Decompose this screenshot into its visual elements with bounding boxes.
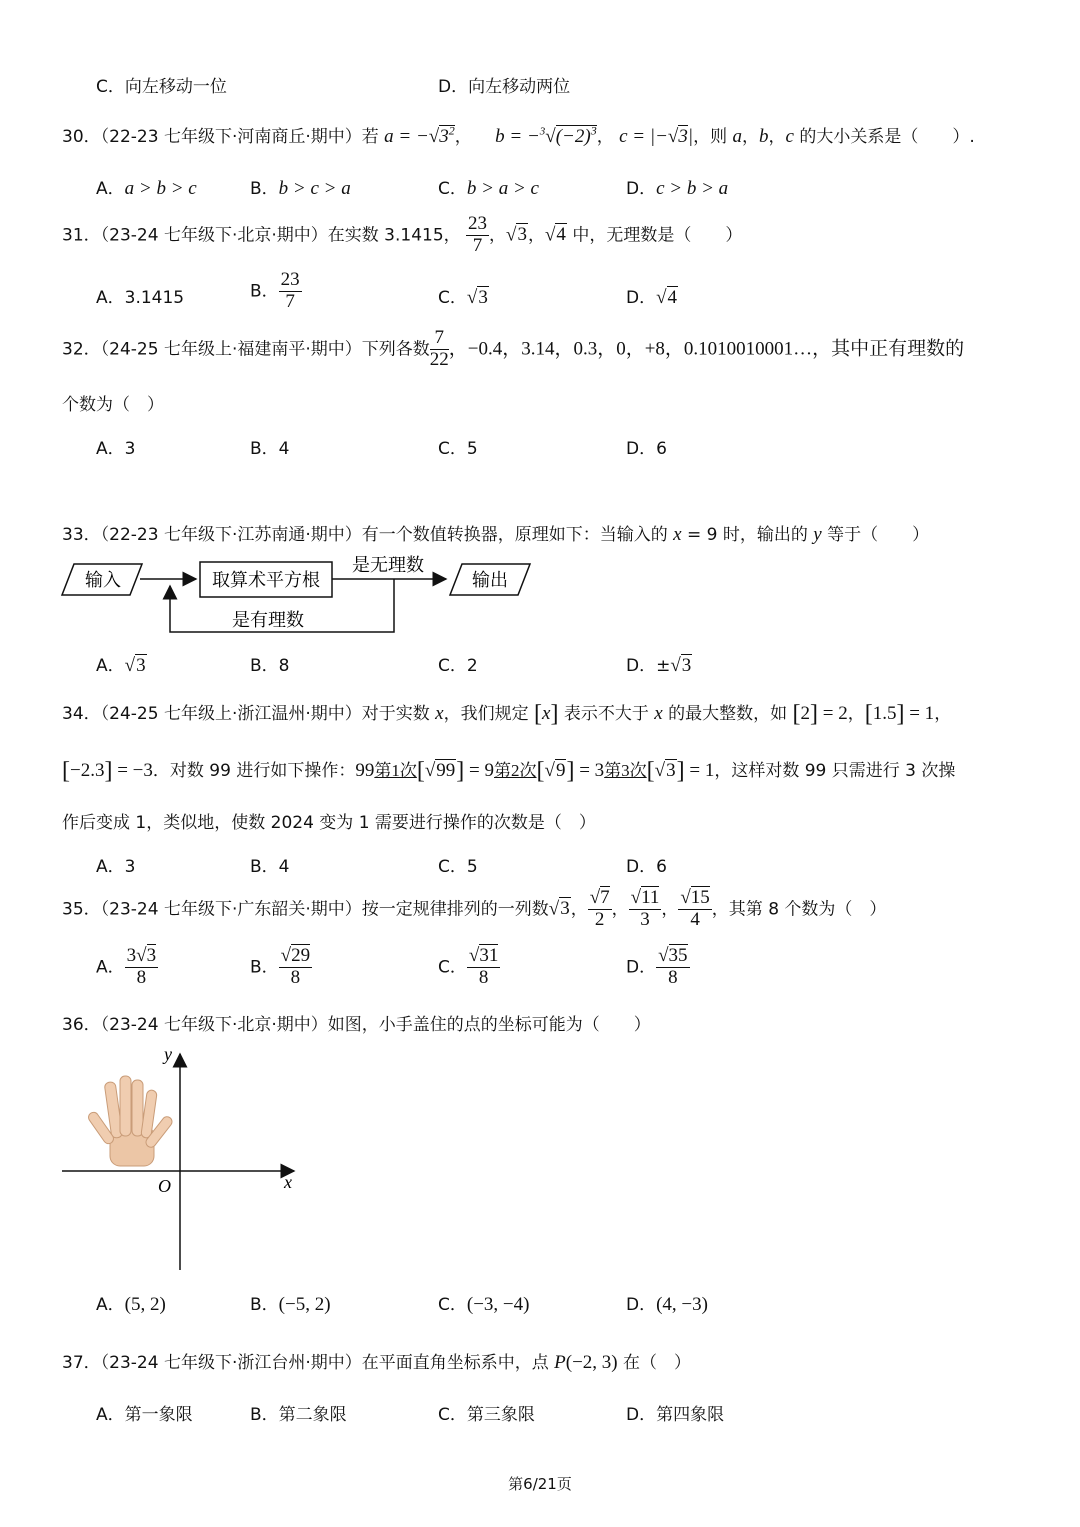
flow-rational-label: 是有理数 — [232, 610, 304, 630]
q35-seq-3: $\frac{√11}{3}$ — [630, 887, 660, 930]
q33-option-c: C．2 — [438, 656, 478, 676]
q36-stem — [62, 1010, 651, 1035]
q37-option-d: D．第四象限 — [626, 1405, 725, 1425]
q32-stem — [62, 328, 964, 371]
q33-option-a: A．√3 — [96, 655, 146, 676]
y-axis-label: y — [164, 1044, 172, 1064]
q37-option-b: B．第二象限 — [250, 1405, 347, 1425]
q37-stem: 37．（23-24 七年级下·浙江台州·期中）在平面直角坐标系中，点 P(−2, 3) 在（ ） — [62, 1352, 692, 1373]
q33-option-d: D．±√3 — [626, 655, 692, 676]
q36-number: 36． — [62, 1015, 101, 1035]
flow-process-label: 取算术平方根 — [212, 570, 320, 590]
q36-coordinate-figure — [60, 1044, 310, 1276]
q33-number: 33． — [62, 525, 101, 545]
q31-option-a: A．3.1415 — [96, 288, 185, 308]
q36-option-d: D．(4, −3) — [626, 1294, 708, 1315]
q30-option-a: A．a > b > c — [96, 178, 197, 199]
q35-option-c: C． $\frac{√31}{8}$ — [438, 945, 499, 988]
q35-seq-4: $\frac{√15}{4}$ — [680, 887, 710, 930]
q34-stem-line2: [−2.3] = −3．对数 99 进行如下操作：99第1次[√99] = 9第2次[√9] = 3第3次[√3] = 1，这样对数 99 只需进行 3 次操 — [62, 758, 956, 784]
q29-option-d: D．向左移动两位 — [438, 77, 571, 97]
q32-option-d: D．6 — [626, 439, 667, 459]
q30-a-expression: $a = -√3^2$ — [384, 123, 455, 147]
q32-source: （24-25 七年级上·福建南平·期中）下列各数 — [100, 339, 430, 360]
q30-stem: 30．（22-23 七年级下·河南商丘·期中）若 $a = -√3^2$， $b = -^3√(-2)^3$， c = |−√3|，则 a，b，c 的大小关系是（ ）. — [62, 123, 975, 147]
q35-option-b: B． $\frac{√29}{8}$ — [250, 945, 311, 988]
q33-stem — [62, 520, 929, 546]
q36-text: （23-24 七年级下·北京·期中）如图，小手盖住的点的坐标可能为（ ） — [100, 1015, 651, 1035]
q31-option-d: D．√4 — [626, 287, 678, 308]
q32-number-list: ，−0.4，3.14，0.3，0，+8，0.1010010001…，其中正有理数的 — [448, 338, 965, 360]
q32-option-a: A．3 — [96, 439, 136, 459]
q31-source: （23-24 七年级下·北京·期中）在实数 3.1415， — [100, 225, 461, 246]
q34-option-a: A．3 — [96, 857, 136, 877]
q32-option-c: C．5 — [438, 439, 478, 459]
q36-option-a: A．(5, 2) — [96, 1294, 166, 1315]
q32-option-b: B．4 — [250, 439, 290, 459]
q32-fraction: $\frac{7}{22}$ — [429, 327, 449, 370]
flow-irrational-label: 是无理数 — [352, 555, 424, 575]
q33-text: （22-23 七年级下·江苏南通·期中）有一个数值转换器，原理如下：当输入的 x = 9 时，输出的 y 等于（ ） — [100, 524, 930, 545]
q31-fraction: $\frac{23}{7}$ — [468, 213, 488, 256]
q36-option-b: B．(−5, 2) — [250, 1294, 331, 1315]
q32-stem-line2: 个数为（ ） — [62, 395, 164, 415]
q34-stem-line3: 作后变成 1，类似地，使数 2024 变为 1 需要进行操作的次数是（ ） — [62, 813, 596, 833]
q34-option-b: B．4 — [250, 857, 290, 877]
q34-step-3: 第3次 — [604, 761, 647, 780]
q35-stem: 35．（23-24 七年级下·广东韶关·期中）按一定规律排列的一列数√3， $\frac{√7}{2}$ ， $\frac{√11}{3}$ ， $\frac{√15}{4}$ ，其第 8 个数为（ ） — [62, 887, 887, 930]
q34-stem-line1: 34．（24-25 七年级上·浙江温州·期中）对于实数 x，我们规定 [x] 表示不大于 x 的最大整数，如 [2] = 2，[1.5] = 1， — [62, 701, 952, 727]
q35-seq-2: $\frac{√7}{2}$ — [589, 887, 610, 930]
q35-number: 35． — [62, 899, 101, 920]
q33-flowchart — [60, 552, 540, 638]
q34-option-c: C．5 — [438, 857, 478, 877]
page-number: 第6/21页 — [508, 1475, 572, 1493]
q30-option-b: B．b > c > a — [250, 178, 351, 199]
q29-option-c: C．向左移动一位 — [96, 77, 227, 97]
hand-icon — [87, 1076, 174, 1166]
q37-option-c: C．第三象限 — [438, 1405, 535, 1425]
q30-option-d: D．c > b > a — [626, 178, 729, 199]
q35-seq-1: √3 — [548, 898, 570, 920]
q34-step-2: 第2次 — [494, 761, 537, 780]
q30-number: 30． — [62, 127, 101, 147]
q34-number: 34． — [62, 704, 101, 724]
q31-option-c: C．√3 — [438, 287, 488, 308]
q34-step-1: 第1次 — [374, 761, 417, 780]
origin-label: O — [158, 1176, 171, 1196]
q30-b-expression: $b = -^3√(-2)^3$ — [495, 123, 597, 147]
x-axis-label: x — [284, 1172, 292, 1192]
q30-source: （22-23 七年级下·河南商丘·期中）若 — [100, 127, 379, 147]
q35-option-a: A． $\frac{3√3}{8}$ — [96, 945, 157, 988]
q35-text: （23-24 七年级下·广东韶关·期中）按一定规律排列的一列数 — [100, 899, 549, 920]
q30-c-expression: c = |−√3| — [619, 126, 694, 147]
q34-option-d: D．6 — [626, 857, 667, 877]
q33-option-b: B．8 — [250, 656, 290, 676]
q31-option-b: B． $\frac{23}{7}$ — [250, 269, 300, 312]
flow-input-label: 输入 — [85, 570, 121, 590]
q36-option-c: C．(−3, −4) — [438, 1294, 530, 1315]
q31-stem: 31．（23-24 七年级下·北京·期中）在实数 3.1415， $\frac{23}{7}$ ，√3，√4 中，无理数是（ ） — [62, 213, 743, 256]
q30-option-c: C．b > a > c — [438, 178, 539, 199]
q30-tail: ，则 a，b，c 的大小关系是（ ）. — [693, 126, 975, 147]
q32-number: 32． — [62, 339, 101, 360]
q31-number: 31． — [62, 225, 101, 246]
q37-option-a: A．第一象限 — [96, 1405, 193, 1425]
flow-output-label: 输出 — [472, 570, 508, 590]
q37-number: 37． — [62, 1353, 101, 1373]
q35-option-d: D． $\frac{√35}{8}$ — [626, 945, 688, 988]
